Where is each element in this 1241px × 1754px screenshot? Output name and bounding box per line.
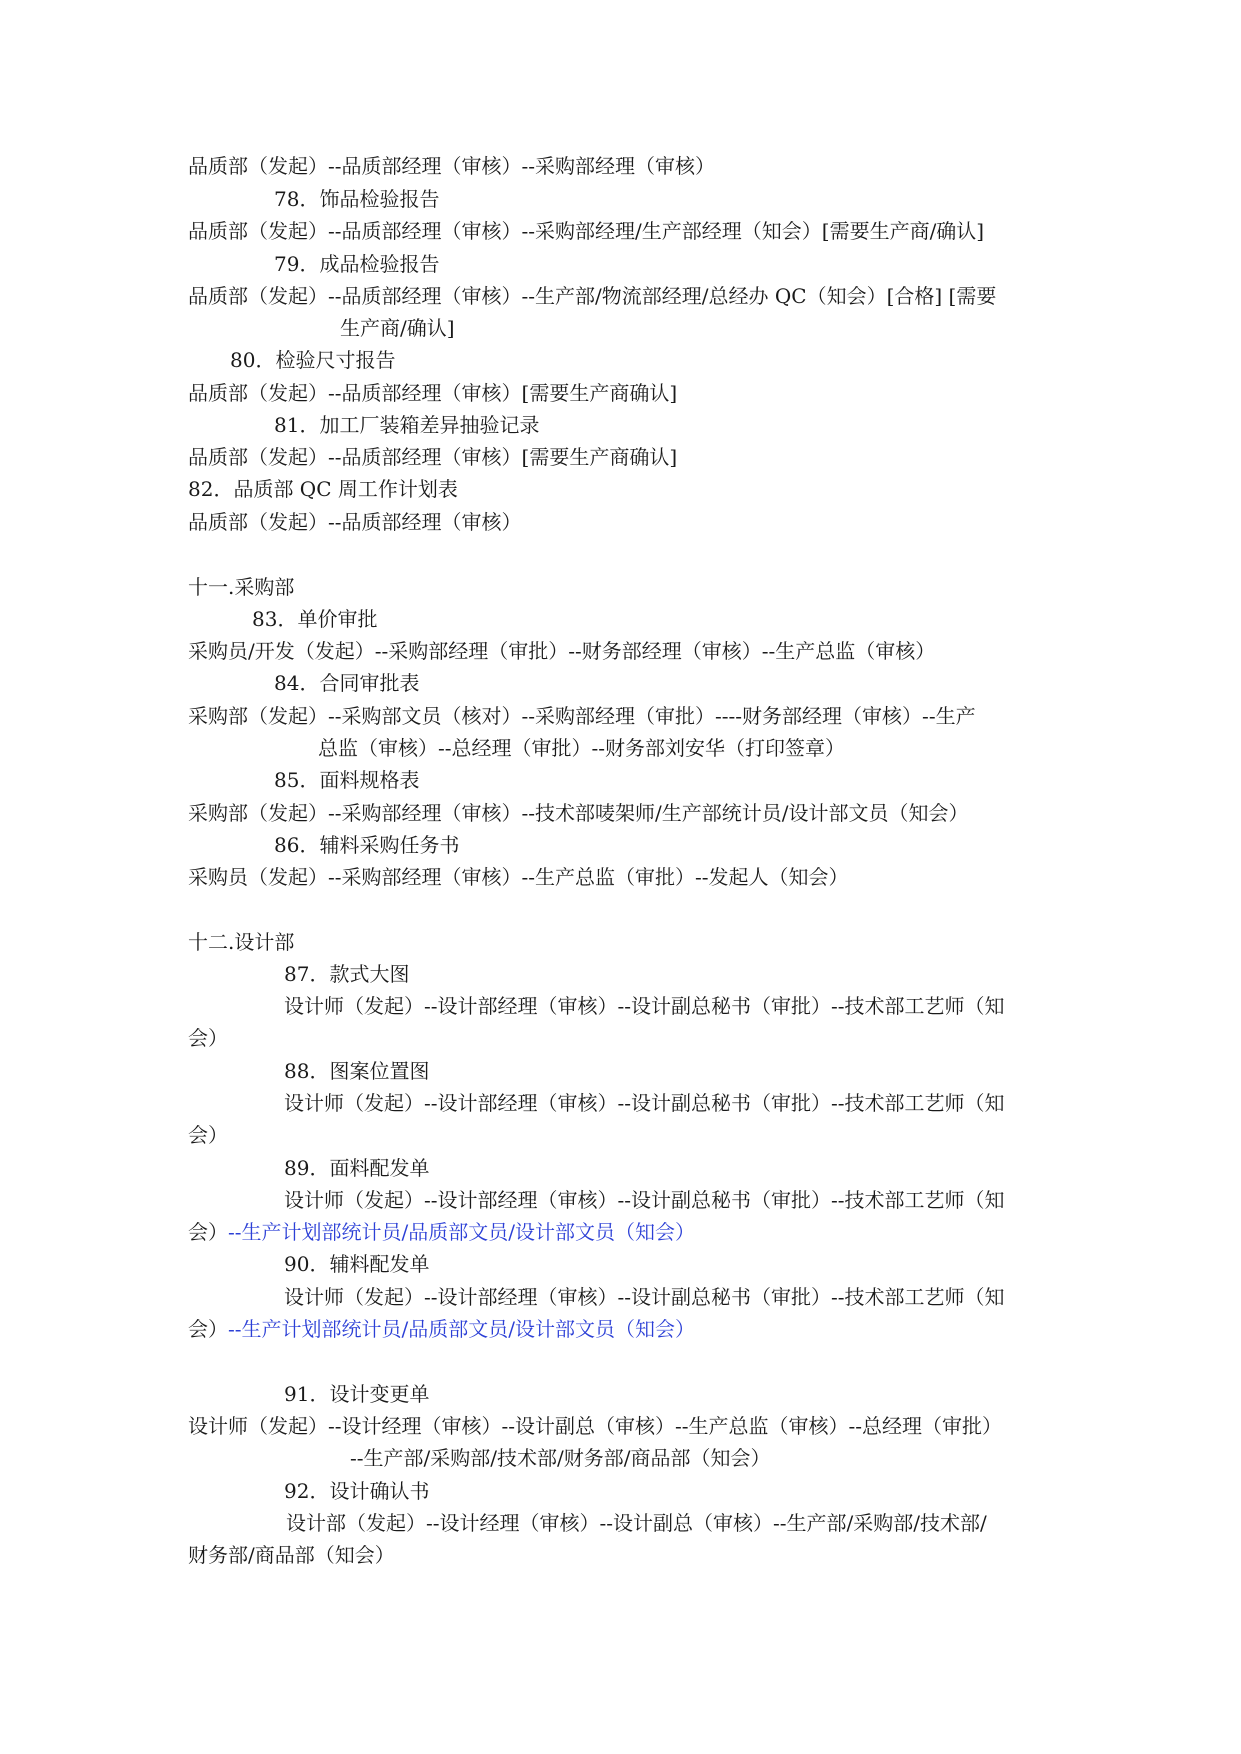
flow-line-continuation: 总监（审核）--总经理（审批）--财务部刘安华（打印签章） (318, 736, 846, 760)
flow-line: 品质部（发起）--品质部经理（审核）--生产部/物流部经理/总经办 QC（知会）[合格] [需要 (188, 284, 997, 308)
item-title: 82．品质部 QC 周工作计划表 (188, 477, 458, 501)
flow-line: 品质部（发起）--品质部经理（审核）[需要生产商确认] (188, 445, 678, 469)
item-title: 81．加工厂装箱差异抽验记录 (274, 413, 540, 437)
continuation-text: 会） (188, 1317, 228, 1341)
item-title: 89．面料配发单 (284, 1156, 430, 1180)
item-title: 80．检验尺寸报告 (230, 348, 396, 372)
section-heading: 十二.设计部 (188, 930, 295, 954)
flow-line-continuation: 财务部/商品部（知会） (188, 1543, 395, 1567)
flow-line: 采购部（发起）--采购部经理（审核）--技术部唛架师/生产部统计员/设计部文员（知会） (188, 801, 969, 825)
flow-line-continuation: 会） (188, 1026, 228, 1050)
item-title: 83．单价审批 (252, 607, 378, 631)
flow-line-continuation (188, 1216, 695, 1248)
flow-line: 设计师（发起）--设计部经理（审核）--设计副总秘书（审批）--技术部工艺师（知 (284, 994, 1005, 1018)
item-title: 87．款式大图 (284, 962, 410, 986)
item-title: 85．面料规格表 (274, 768, 420, 792)
flow-line: 品质部（发起）--品质部经理（审核）--采购部经理/生产部经理（知会）[需要生产商/确认] (188, 219, 985, 243)
continuation-text: 会） (188, 1220, 228, 1244)
item-title: 90．辅料配发单 (284, 1252, 430, 1276)
item-title: 88．图案位置图 (284, 1059, 430, 1083)
flow-line-continuation: 生产商/确认] (340, 316, 455, 340)
flow-line: 设计师（发起）--设计经理（审核）--设计副总（审核）--生产总监（审核）--总经理（审批） (188, 1414, 1003, 1438)
flow-line: 采购部（发起）--采购部文员（核对）--采购部经理（审批）----财务部经理（审核）--生产 (188, 704, 976, 728)
flow-line-continuation: --生产部/采购部/技术部/财务部/商品部（知会） (350, 1446, 771, 1470)
item-title: 79．成品检验报告 (274, 252, 440, 276)
flow-line: 采购员（发起）--采购部经理（审核）--生产总监（审批）--发起人（知会） (188, 865, 849, 889)
section-heading: 十一.采购部 (188, 575, 295, 599)
flow-line-continuation (188, 1313, 695, 1345)
highlighted-notify-text: --生产计划部统计员/品质部文员/设计部文员（知会） (228, 1317, 695, 1341)
flow-line: 设计师（发起）--设计部经理（审核）--设计副总秘书（审批）--技术部工艺师（知 (284, 1091, 1005, 1115)
item-title: 84．合同审批表 (274, 671, 420, 695)
item-title: 78．饰品检验报告 (274, 187, 440, 211)
flow-line: 设计师（发起）--设计部经理（审核）--设计副总秘书（审批）--技术部工艺师（知 (284, 1285, 1005, 1309)
item-title: 91．设计变更单 (284, 1382, 430, 1406)
item-title: 92．设计确认书 (284, 1479, 430, 1503)
item-title: 86．辅料采购任务书 (274, 833, 460, 857)
flow-line: 设计部（发起）--设计经理（审核）--设计副总（审核）--生产部/采购部/技术部/ (286, 1511, 987, 1535)
flow-line: 采购员/开发（发起）--采购部经理（审批）--财务部经理（审核）--生产总监（审核） (188, 639, 936, 663)
flow-line: 品质部（发起）--品质部经理（审核）--采购部经理（审核） (188, 154, 716, 178)
flow-line: 设计师（发起）--设计部经理（审核）--设计副总秘书（审批）--技术部工艺师（知 (284, 1188, 1005, 1212)
flow-line: 品质部（发起）--品质部经理（审核） (188, 510, 522, 534)
flow-line-continuation: 会） (188, 1123, 228, 1147)
flow-line: 品质部（发起）--品质部经理（审核）[需要生产商确认] (188, 381, 678, 405)
highlighted-notify-text: --生产计划部统计员/品质部文员/设计部文员（知会） (228, 1220, 695, 1244)
